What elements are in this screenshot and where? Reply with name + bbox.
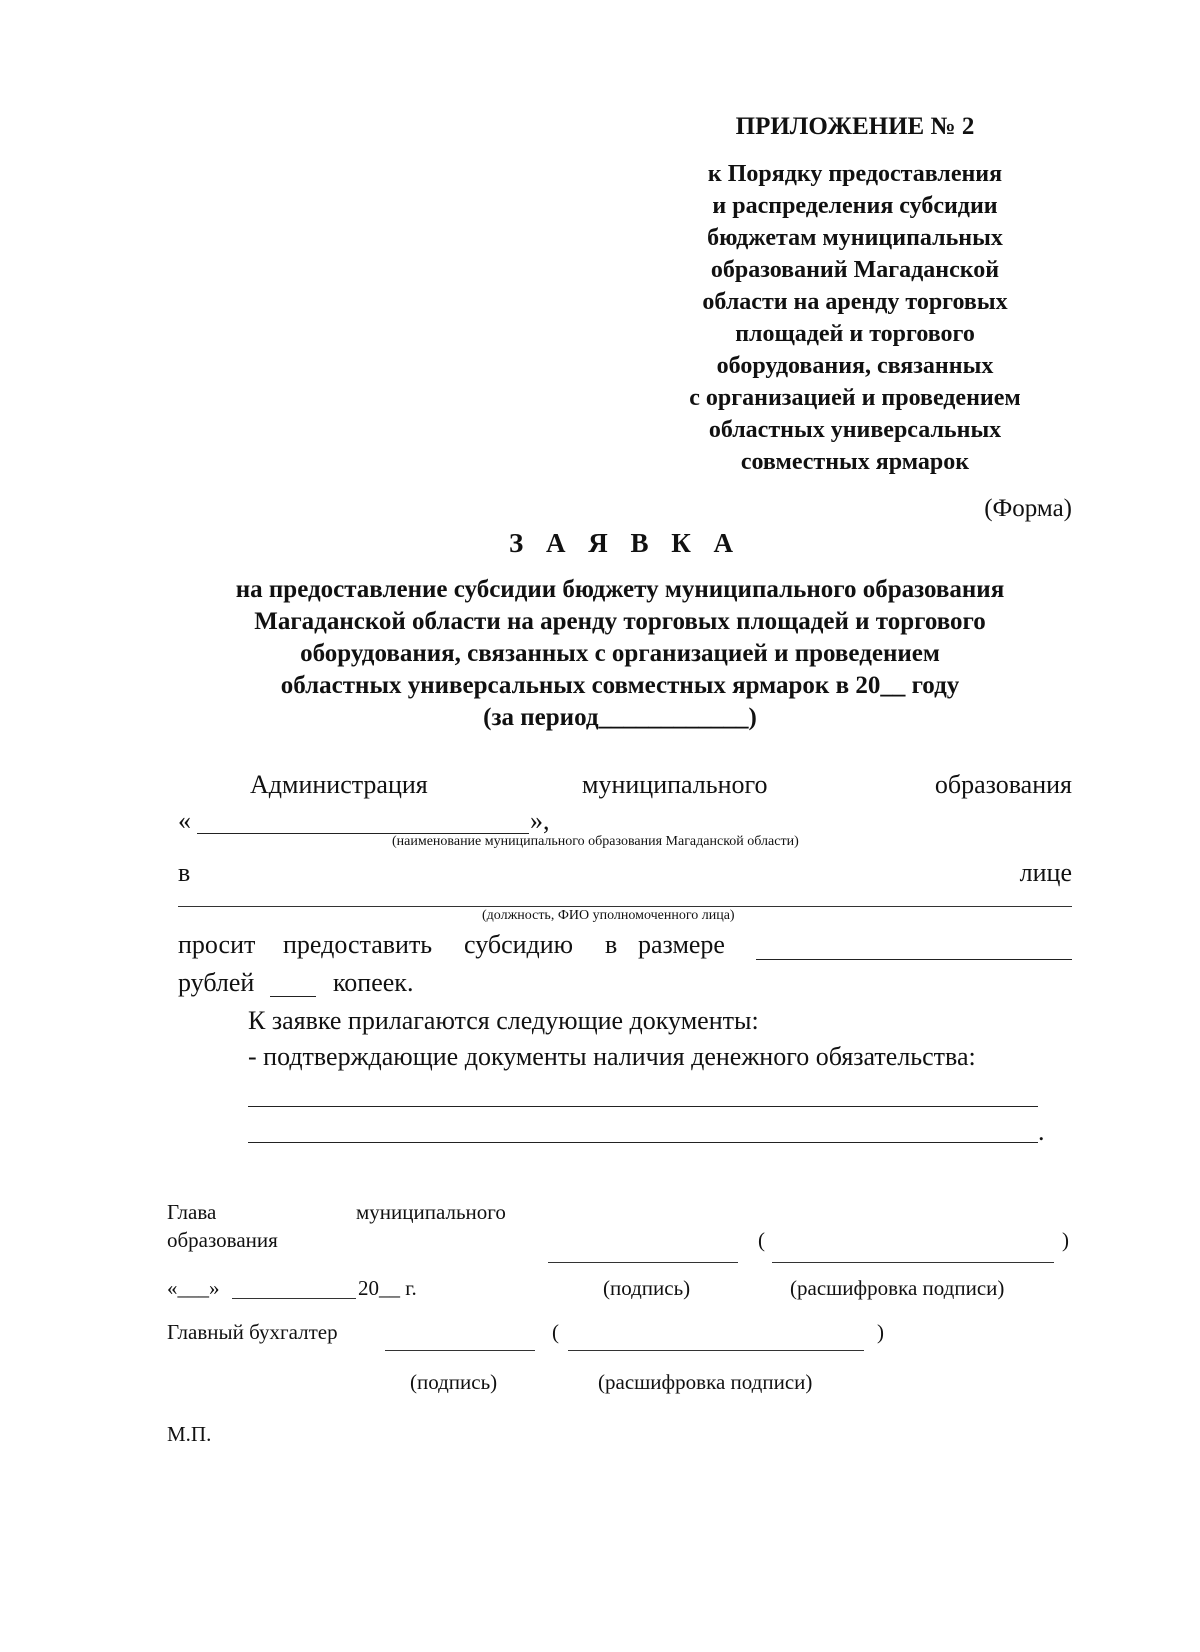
appendix-line: оборудования, связанных xyxy=(716,353,994,379)
document-list-line-1[interactable] xyxy=(248,1106,1038,1107)
in-size-word: в xyxy=(605,930,618,959)
appendix-line: совместных ярмарок xyxy=(740,449,970,475)
quote-close: », xyxy=(530,806,550,835)
person-word: лице xyxy=(1019,858,1072,887)
accountant-signature-field[interactable] xyxy=(385,1350,535,1351)
appendix-title: ПРИЛОЖЕНИЕ № 2 xyxy=(735,113,975,140)
list-end-dot: . xyxy=(1038,1117,1045,1146)
document-subtitle xyxy=(170,574,1070,734)
stamp-label: М.П. xyxy=(167,1422,212,1446)
form-label: (Форма) xyxy=(984,495,1072,522)
official-note: (должность, ФИО уполномоченного лица) xyxy=(482,908,735,923)
confirm-docs-text: - подтверждающие документы наличия денежного обязательства: xyxy=(248,1042,976,1071)
accountant-paren-open: ( xyxy=(552,1320,559,1344)
admin-word: Администрация xyxy=(250,770,428,799)
appendix-line: областных универсальных xyxy=(708,417,1002,443)
provide-word: предоставить xyxy=(283,930,433,959)
accountant-decoding-field[interactable] xyxy=(568,1350,864,1351)
subtitle-line: областных универсальных совместных ярмарок в 20__ году xyxy=(280,672,960,699)
official-field[interactable] xyxy=(178,906,1072,907)
subtitle-line: Магаданской области на аренду торговых площадей и торгового xyxy=(254,608,986,635)
head-paren-close: ) xyxy=(1062,1228,1069,1252)
head-signature-label: (подпись) xyxy=(603,1276,691,1300)
chief-accountant-label: Главный бухгалтер xyxy=(167,1320,338,1344)
appendix-line: с организацией и проведением xyxy=(689,385,1021,411)
appendix-description xyxy=(620,158,1090,478)
kopecks-word: копеек. xyxy=(333,968,414,997)
head-paren-open: ( xyxy=(758,1228,765,1252)
head-signature-field[interactable] xyxy=(548,1262,738,1263)
appendix-line: области на аренду торговых xyxy=(702,289,1008,315)
appendix-line: к Порядку предоставления xyxy=(707,161,1003,187)
size-word: размере xyxy=(638,930,725,959)
asks-word: просит xyxy=(178,930,256,959)
kopecks-field[interactable] xyxy=(270,996,316,997)
date-day: «___» xyxy=(167,1276,220,1300)
amount-field[interactable] xyxy=(756,959,1072,960)
quote-open: « xyxy=(178,806,191,835)
document-list-line-2[interactable] xyxy=(248,1142,1038,1143)
head-decoding-field[interactable] xyxy=(772,1262,1054,1263)
head-word-3: образования xyxy=(167,1228,278,1252)
subtitle-line: (за период____________) xyxy=(483,704,757,731)
in-word: в xyxy=(178,858,191,887)
municipal-word: муниципального xyxy=(582,770,768,799)
subsidy-word: субсидию xyxy=(464,930,574,959)
date-year: 20__ г. xyxy=(358,1276,417,1300)
accountant-signature-label: (подпись) xyxy=(410,1370,498,1394)
appendix-line: площадей и торгового xyxy=(735,321,975,347)
head-word-2: муниципального xyxy=(356,1200,506,1224)
accountant-paren-close: ) xyxy=(877,1320,884,1344)
accountant-decoding-label: (расшифровка подписи) xyxy=(598,1370,813,1394)
appendix-line: и распределения субсидии xyxy=(712,193,998,219)
head-word-1: Глава xyxy=(167,1200,217,1224)
municipality-note: (наименование муниципального образования Магаданской области) xyxy=(392,834,799,849)
head-decoding-label: (расшифровка подписи) xyxy=(790,1276,1005,1300)
subtitle-line: на предоставление субсидии бюджету муниципального образования xyxy=(235,576,1005,603)
subtitle-line: оборудования, связанных с организацией и проведением xyxy=(300,640,940,667)
appendix-line: бюджетам муниципальных xyxy=(707,225,1003,251)
document-title: З А Я В К А xyxy=(508,528,742,558)
rubles-word: рублей xyxy=(178,968,255,997)
attached-docs-text: К заявке прилагаются следующие документы: xyxy=(248,1006,759,1035)
date-month-field[interactable] xyxy=(232,1298,356,1299)
formation-word: образования xyxy=(934,770,1072,799)
appendix-line: образований Магаданской xyxy=(710,257,1000,283)
